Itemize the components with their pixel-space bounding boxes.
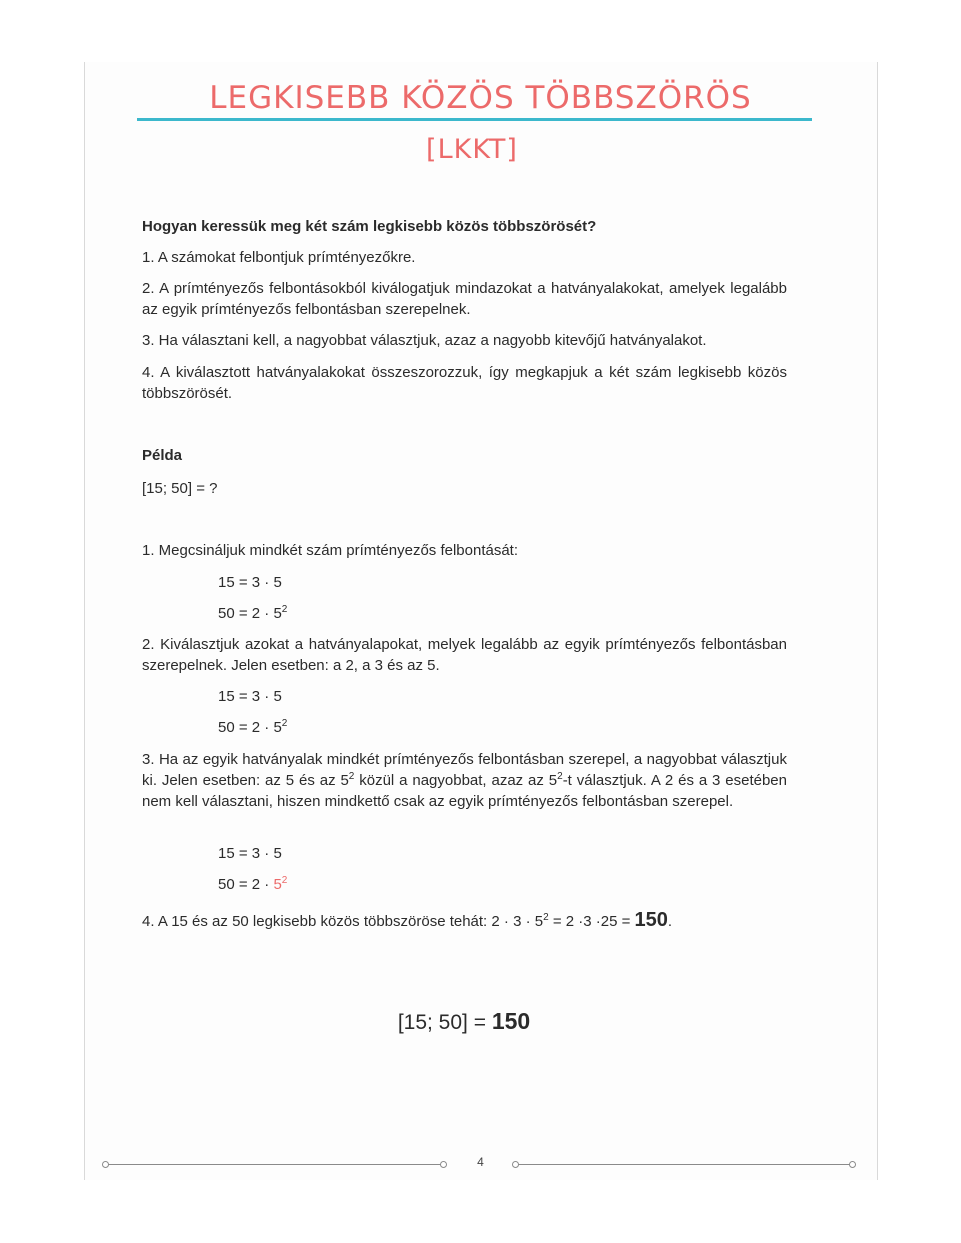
equation-15: 15 = 3 · 5 bbox=[218, 574, 282, 591]
exponent: 2 bbox=[281, 604, 288, 615]
highlighted-power: $5^2$ bbox=[273, 875, 288, 893]
example-question: [15; 50] = ? bbox=[142, 480, 218, 497]
example-step-2: 2. Kiválasztjuk azokat a hatványalapokat, melyek legalább az egyik prímtényezős felbontásban szerepelnek. Jelen esetben: a 2, a 3 és az 5. bbox=[142, 636, 787, 674]
exponent: 2 bbox=[281, 718, 288, 729]
title-underline bbox=[137, 118, 812, 121]
example-step-3 bbox=[142, 749, 787, 812]
footer-ornament bbox=[849, 1161, 856, 1168]
step-3-text-c: -t választjuk. A 2 és a 3 esetében nem kell választani, hiszen mindkettő csak az egyik prímtényezős felbontásban szerepel. bbox=[142, 772, 787, 810]
final-result bbox=[0, 1008, 928, 1035]
footer-ornament bbox=[512, 1161, 519, 1168]
example-step-1: 1. Megcsináljuk mindkét szám prímtényezős felbontását: bbox=[142, 542, 519, 559]
example-step-4 bbox=[142, 910, 787, 932]
page-subtitle: [LKKT] bbox=[426, 134, 518, 165]
step-4-end: . bbox=[667, 913, 673, 930]
step-3-text-a: 3. Ha az egyik hatványalak mindkét prímtényezős felbontásban szerepel, a nagyobbat választjuk ki. Jelen esetben: az 5 és az 5 bbox=[142, 751, 787, 789]
intro-step-3: 3. Ha választani kell, a nagyobbat választjuk, azaz a nagyobb kitevőjű hatványalakot. bbox=[142, 332, 707, 349]
step-3-text-b: közül a nagyobbat, azaz az 5 bbox=[354, 772, 558, 789]
equation-50 bbox=[218, 717, 287, 738]
step-4-result: 150 bbox=[634, 909, 668, 931]
step-4-text-a: 4. A 15 és az 50 legkisebb közös többszöröse tehát: 2 · 3 · 5 bbox=[142, 913, 544, 930]
final-result-label: [15; 50] = bbox=[397, 1011, 492, 1034]
intro-question: Hogyan keressük meg két szám legkisebb közös többszörösét? bbox=[142, 218, 597, 235]
intro-step-2: 2. A prímtényezős felbontásokból kiválogatjuk mindazokat a hatványalakokat, amelyek legalább az egyik prímtényezős felbontásban szerepelnek. bbox=[142, 280, 787, 318]
footer-rule-right bbox=[515, 1164, 852, 1165]
equation-15: 15 = 3 · 5 bbox=[218, 845, 282, 862]
intro-step-1: 1. A számokat felbontjuk prímtényezőkre. bbox=[142, 249, 416, 266]
exponent: 2 bbox=[348, 771, 355, 782]
page-title: LEGKISEBB KÖZÖS TÖBBSZÖRÖS bbox=[209, 80, 752, 116]
intro-step-4: 4. A kiválasztott hatványalakokat összeszorozzuk, így megkapjuk a két szám legkisebb közös többszörösét. bbox=[142, 364, 787, 402]
equation-50 bbox=[218, 603, 287, 624]
final-result-value: 150 bbox=[491, 1008, 531, 1034]
page-number: 4 bbox=[477, 1155, 484, 1169]
equation-50-base: 50 = 2 · 5 bbox=[218, 719, 282, 736]
equation-15: 15 = 3 · 5 bbox=[218, 688, 282, 705]
equation-50-base: 50 = 2 · 5 bbox=[218, 605, 282, 622]
exponent: 2 bbox=[557, 771, 563, 782]
equation-50-highlighted: $50 = 2 \cdot 5^2$ bbox=[218, 875, 288, 893]
exponent: 2 bbox=[281, 875, 288, 886]
example-heading: Példa bbox=[142, 447, 183, 464]
exponent: 2 bbox=[543, 912, 549, 923]
step-4-text-b: = 2 ·3 ·25 = bbox=[548, 913, 635, 930]
